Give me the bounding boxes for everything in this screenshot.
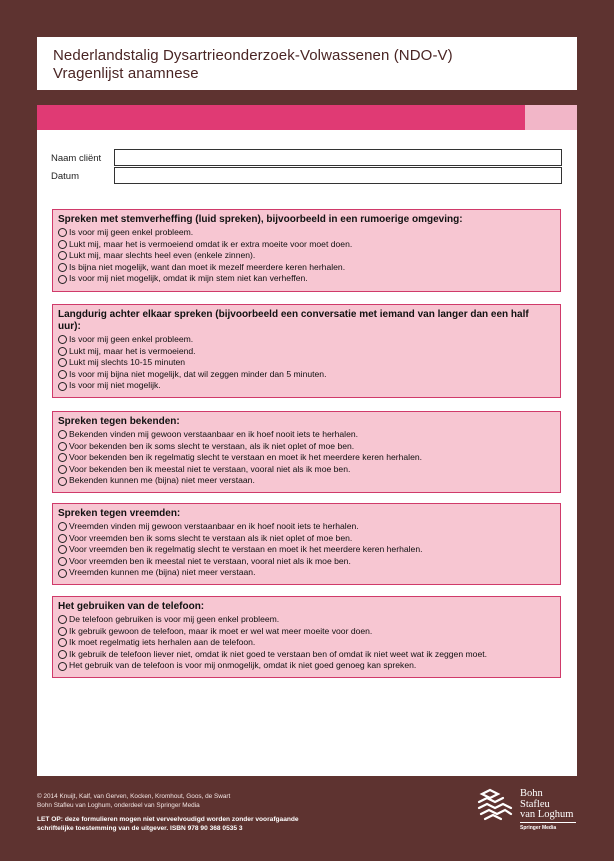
radio-button[interactable] (58, 430, 67, 439)
answer-option[interactable]: Is voor mij niet mogelijk, omdat ik mijn stem niet kan verheffen. (58, 273, 554, 285)
answer-option[interactable]: De telefoon gebruiken is voor mij geen enkel probleem. (58, 614, 554, 626)
question-section-loud-speaking (52, 209, 561, 292)
radio-button[interactable] (58, 522, 67, 531)
radio-button[interactable] (58, 347, 67, 356)
answer-option[interactable]: Voor bekenden ben ik regelmatig slecht te verstaan en moet ik het meerdere keren herhalen. (58, 452, 554, 464)
answer-option[interactable]: Ik gebruik gewoon de telefoon, maar ik moet er wel wat meer moeite voor doen. (58, 626, 554, 638)
radio-button[interactable] (58, 477, 67, 486)
answer-option[interactable]: Ik gebruik de telefoon liever niet, omdat ik niet goed te verstaan ben of omdat ik niet weet wat ik zeggen moet. (58, 649, 554, 661)
answer-option[interactable]: Voor bekenden ben ik meestal niet te verstaan, vooral niet als ik moe ben. (58, 464, 554, 476)
answer-option[interactable]: Vreemden vinden mij gewoon verstaanbaar en ik hoef nooit iets te herhalen. (58, 521, 554, 533)
publisher-logo-subtitle: Springer Media (520, 825, 557, 831)
form-page (37, 130, 577, 776)
radio-button[interactable] (58, 615, 67, 624)
answer-option[interactable]: Lukt mij, maar het is vermoeiend. (58, 346, 554, 358)
radio-button[interactable] (58, 545, 67, 554)
question-title: Het gebruiken van de telefoon: (58, 601, 205, 612)
form-title (53, 47, 453, 83)
answer-option[interactable]: Is voor mij niet mogelijk. (58, 380, 554, 392)
form-title-line2: Vragenlijst anamnese (53, 65, 199, 82)
question-title: Langdurig achter elkaar spreken (bijvoorbeeld een conversatie met iemand van langer dan een half uur): (58, 309, 529, 332)
answer-option[interactable]: Lukt mij, maar slechts heel even (enkele zinnen). (58, 250, 554, 262)
notice-line-1: LET OP: deze formulieren mogen niet verveelvoudigd worden zonder voorafgaande (37, 816, 299, 823)
answer-option[interactable]: Het gebruik van de telefoon is voor mij onmogelijk, omdat ik niet goed genoeg kan spreken. (58, 660, 554, 672)
answer-option[interactable]: Voor bekenden ben ik soms slecht te verstaan, als ik niet oplet of moe ben. (58, 441, 554, 453)
answer-option[interactable]: Lukt mij, maar het is vermoeiend omdat ik er extra moeite voor moet doen. (58, 239, 554, 251)
radio-button[interactable] (58, 251, 67, 260)
answer-option[interactable]: Is voor mij geen enkel probleem. (58, 227, 554, 239)
form-header (37, 37, 577, 90)
notice-line-2: schriftelijke toestemming van de uitgever. ISBN 978 90 368 0535 3 (37, 825, 243, 832)
radio-button[interactable] (58, 453, 67, 462)
answer-option[interactable]: Bekenden kunnen me (bijna) niet meer verstaan. (58, 475, 554, 487)
answer-option[interactable]: Ik moet regelmatig iets herhalen aan de telefoon. (58, 637, 554, 649)
question-title: Spreken met stemverheffing (luid spreken), bijvoorbeeld in een rumoerige omgeving: (58, 214, 463, 225)
radio-button[interactable] (58, 442, 67, 451)
radio-button[interactable] (58, 662, 67, 671)
light-pink-accent-bar (525, 105, 577, 130)
radio-button[interactable] (58, 650, 67, 659)
form-title-line1: Nederlandstalig Dysartrieonderzoek-Volwassenen (NDO-V) (53, 47, 453, 64)
question-section-strangers (52, 503, 561, 585)
radio-button[interactable] (58, 263, 67, 272)
answer-option[interactable]: Is voor mij bijna niet mogelijk, dat wil zeggen minder dan 5 minuten. (58, 369, 554, 381)
date-field[interactable] (114, 167, 562, 184)
question-title: Spreken tegen bekenden: (58, 416, 180, 427)
radio-button[interactable] (58, 358, 67, 367)
radio-button[interactable] (58, 382, 67, 391)
answer-option[interactable]: Bekenden vinden mij gewoon verstaanbaar en ik hoef nooit iets te herhalen. (58, 429, 554, 441)
radio-button[interactable] (58, 557, 67, 566)
answer-option[interactable]: Voor vreemden ben ik soms slecht te verstaan als ik niet oplet of moe ben. (58, 533, 554, 545)
answer-option[interactable]: Vreemden kunnen me (bijna) niet meer verstaan. (58, 567, 554, 579)
radio-button[interactable] (58, 638, 67, 647)
copyright-text: © 2014 Knuijt, Kalf, van Gerven, Kocken, Kromhout, Goos, de Swart (37, 793, 231, 800)
pink-accent-bar (37, 105, 525, 130)
question-section-prolonged-speaking (52, 304, 561, 398)
radio-button[interactable] (58, 465, 67, 474)
publisher-text: Bohn Stafleu van Loghum, onderdeel van Springer Media (37, 802, 200, 809)
radio-button[interactable] (58, 240, 67, 249)
answer-option[interactable]: Voor vreemden ben ik regelmatig slecht te verstaan en moet ik het meerdere keren herhalen. (58, 544, 554, 556)
question-section-telephone (52, 596, 561, 678)
answer-option[interactable]: Is bijna niet mogelijk, want dan moet ik mezelf meerdere keren herhalen. (58, 262, 554, 274)
name-label: Naam cliënt (51, 153, 102, 164)
answer-option[interactable]: Lukt mij slechts 10-15 minuten (58, 357, 554, 369)
radio-button[interactable] (58, 534, 67, 543)
answer-option[interactable]: Is voor mij geen enkel probleem. (58, 334, 554, 346)
radio-button[interactable] (58, 335, 67, 344)
radio-button[interactable] (58, 627, 67, 636)
question-title: Spreken tegen vreemden: (58, 508, 181, 519)
date-label: Datum (51, 171, 79, 182)
radio-button[interactable] (58, 370, 67, 379)
answer-option[interactable]: Voor vreemden ben ik meestal niet te verstaan, vooral niet als ik moe ben. (58, 556, 554, 568)
radio-button[interactable] (58, 228, 67, 237)
radio-button[interactable] (58, 275, 67, 284)
radio-button[interactable] (58, 569, 67, 578)
publisher-logo-name: Bohn Stafleu van Loghum (520, 788, 574, 820)
name-field[interactable] (114, 149, 562, 166)
publisher-logo-icon (476, 788, 514, 822)
logo-divider (520, 822, 576, 823)
question-section-acquaintances (52, 411, 561, 493)
